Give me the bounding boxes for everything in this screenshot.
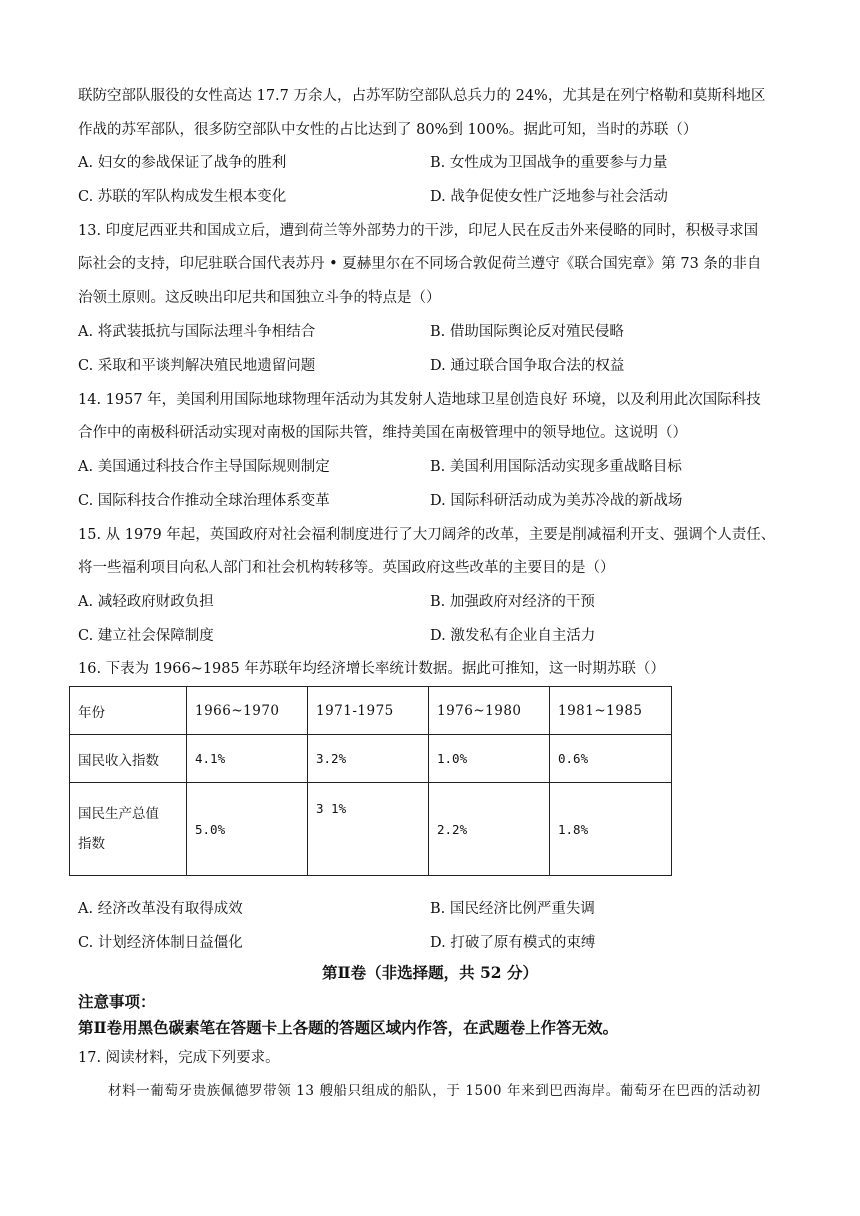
q16-text-line-1: 16. 下表为 1966~1985 年苏联年均经济增长率统计数据。据此可推知，这一时期苏联（） xyxy=(78,661,665,677)
q13-text-line-2: 际社会的支持，印尼驻联合国代表苏丹 • 夏赫里尔在不同场合敦促荷兰遵守《联合国宪章》第 73 条的非自 xyxy=(78,256,762,272)
table-row-label-line-2: 指数 xyxy=(78,836,105,852)
q14-option-b: B. 美国利用国际活动实现多重战略目标 xyxy=(430,459,682,475)
q12-option-c: C. 苏联的军队构成发生根本变化 xyxy=(78,189,287,205)
table-cell: 3.2% xyxy=(308,735,429,783)
q17-text-line-1: 17. 阅读材料，完成下列要求。 xyxy=(78,1050,280,1066)
q14-text-line-2: 合作中的南极科研活动实现对南极的国际共管，维持美国在南极管理中的领导地位。这说明（） xyxy=(78,425,687,441)
q13-option-d: D. 通过联合国争取合法的权益 xyxy=(430,358,625,374)
table-row xyxy=(70,735,672,783)
table-cell: 3 1% xyxy=(308,783,429,876)
q14-option-d: D. 国际科研活动成为美苏冷战的新战场 xyxy=(430,493,683,509)
notice-text: 第Ⅱ卷用黑色碳素笔在答题卡上各题的答题区域内作答，在武题卷上作答无效。 xyxy=(78,1018,619,1037)
q12-option-b: B. 女性成为卫国战争的重要参与力量 xyxy=(430,155,668,171)
q16-option-d: D. 打破了原有模式的束缚 xyxy=(430,935,596,951)
part-2-title: 第Ⅱ卷（非选择题，共 52 分） xyxy=(322,963,538,982)
q12-option-a: A. 妇女的参战保证了战争的胜利 xyxy=(78,155,287,171)
q13-option-c: C. 采取和平谈判解决殖民地遗留问题 xyxy=(78,358,316,374)
q17-material-line-1: 材料一葡萄牙贵族佩德罗带领 13 艘船只组成的船队，于 1500 年来到巴西海岸。葡萄牙在巴西的活动初 xyxy=(108,1083,761,1099)
q13-option-a: A. 将武装抵抗与国际法理斗争相结合 xyxy=(78,324,316,340)
q13-text-line-3: 治领土原则。这反映出印尼共和国独立斗争的特点是（） xyxy=(78,290,441,306)
table-header-row xyxy=(70,687,672,735)
table-row-label-line-1: 国民生产总值 xyxy=(78,806,159,822)
table-row-label xyxy=(70,783,187,876)
q15-option-d: D. 激发私有企业自主活力 xyxy=(430,628,596,644)
q14-option-a: A. 美国通过科技合作主导国际规则制定 xyxy=(78,459,330,475)
table-row-label: 国民收入指数 xyxy=(70,735,187,783)
q12-text-line-1: 联防空部队服役的女性高达 17.7 万余人，占苏军防空部队总兵力的 24%，尤其是在列宁格勒和莫斯科地区 xyxy=(78,88,766,104)
q13-option-b: B. 借助国际舆论反对殖民侵略 xyxy=(430,324,624,340)
q15-option-a: A. 减轻政府财政负担 xyxy=(78,594,214,610)
table-header-cell: 1971-1975 xyxy=(308,687,429,735)
table-cell: 2.2% xyxy=(429,783,550,876)
q12-option-d: D. 战争促使女性广泛地参与社会活动 xyxy=(430,189,668,205)
q16-option-c: C. 计划经济体制日益僵化 xyxy=(78,935,243,951)
q12-text-line-2: 作战的苏军部队，很多防空部队中女性的占比达到了 80%到 100%。据此可知，当时的苏联（） xyxy=(78,122,698,138)
q15-text-line-2: 将一些福利项目向私人部门和社会机构转移等。英国政府这些改革的主要目的是（） xyxy=(78,560,615,576)
table-row xyxy=(70,783,672,876)
q16-option-a: A. 经济改革没有取得成效 xyxy=(78,901,243,917)
table-cell: 1.0% xyxy=(429,735,550,783)
table-header-cell: 1976~1980 xyxy=(429,687,550,735)
table-header-cell: 1966~1970 xyxy=(187,687,308,735)
q14-option-c: C. 国际科技合作推动全球治理体系变革 xyxy=(78,493,330,509)
economic-growth-table xyxy=(69,686,672,876)
q13-text-line-1: 13. 印度尼西亚共和国成立后，遭到荷兰等外部势力的干涉，印尼人民在反击外来侵略的同时，积极寻求国 xyxy=(78,223,759,239)
table-header-cell: 年份 xyxy=(70,687,187,735)
q15-option-b: B. 加强政府对经济的干预 xyxy=(430,594,595,610)
notice-label: 注意事项： xyxy=(78,992,156,1011)
table-cell: 0.6% xyxy=(550,735,672,783)
table-cell: 5.0% xyxy=(187,783,308,876)
table-cell: 4.1% xyxy=(187,735,308,783)
q15-text-line-1: 15. 从 1979 年起，英国政府对社会福利制度进行了大刀阔斧的改革，主要是削减福利开支、强调个人责任、 xyxy=(78,527,776,543)
q16-option-b: B. 国民经济比例严重失调 xyxy=(430,901,595,917)
table-cell: 1.8% xyxy=(550,783,672,876)
table-header-cell: 1981~1985 xyxy=(550,687,672,735)
q15-option-c: C. 建立社会保障制度 xyxy=(78,628,214,644)
q14-text-line-1: 14. 1957 年，美国利用国际地球物理年活动为其发射人造地球卫星创造良好 环境，以及利用此次国际科技 xyxy=(78,392,761,408)
